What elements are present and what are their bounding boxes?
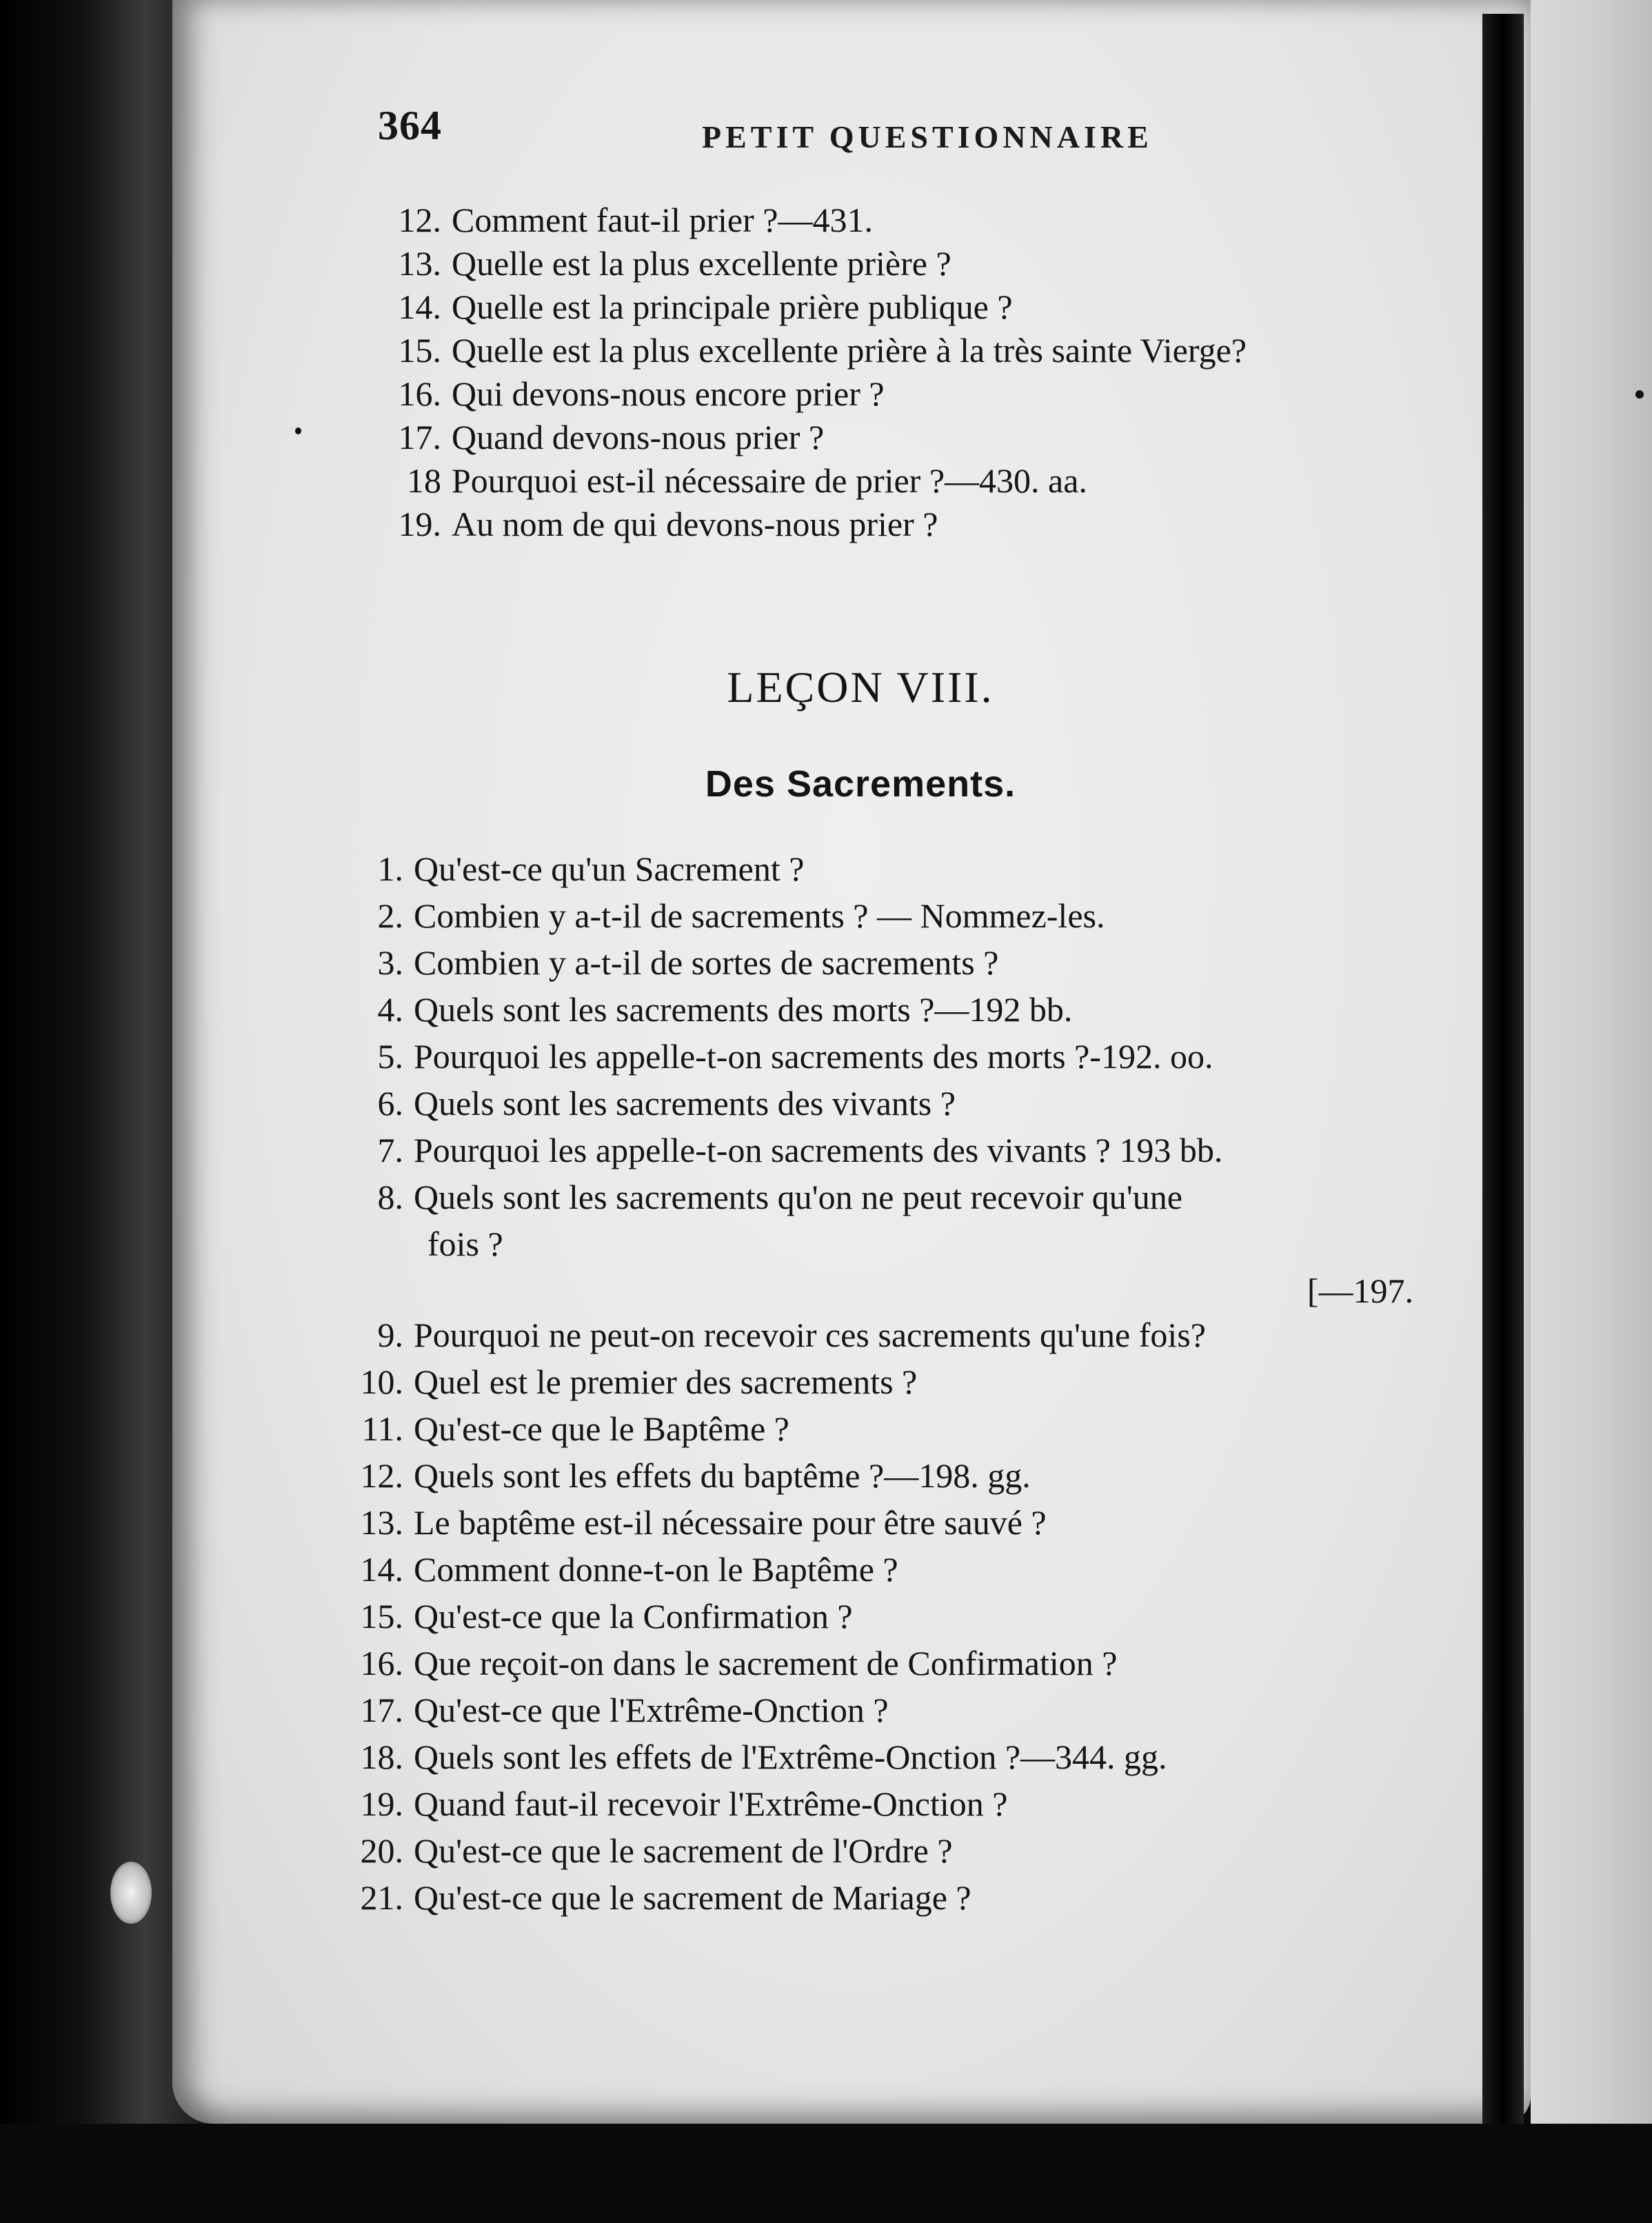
question-number: 8. <box>377 1178 403 1216</box>
lesson-title: LEÇON VIII. <box>727 663 994 712</box>
question-text: Comment donne-t-on le Baptême ? <box>414 1550 898 1589</box>
question-item <box>376 329 1438 372</box>
question-item <box>338 1827 1413 1874</box>
question-item <box>376 372 1438 416</box>
question-number: 2. <box>377 896 403 935</box>
question-item <box>338 1593 1413 1640</box>
question-text: Quand faut-il recevoir l'Extrême-Onction ? <box>414 1784 1008 1823</box>
question-number: 20. <box>360 1831 403 1870</box>
question-item <box>338 1546 1413 1593</box>
question-text: Comment faut-il prier ?—431. <box>452 201 873 239</box>
question-number: 18 <box>407 461 441 500</box>
question-text: Qu'est-ce que le sacrement de Mariage ? <box>414 1878 971 1917</box>
scan-bottom-border <box>0 2124 1652 2223</box>
question-number: 17. <box>360 1691 403 1729</box>
question-number: 7. <box>377 1131 403 1169</box>
question-item <box>338 986 1413 1033</box>
question-number: 1. <box>377 849 403 888</box>
question-item <box>338 1499 1413 1546</box>
question-text: Quelle est la plus excellente prière ? <box>452 244 951 283</box>
question-number: 5. <box>377 1037 403 1076</box>
question-item <box>376 459 1438 503</box>
question-number: 17. <box>398 418 441 456</box>
question-item <box>376 503 1438 546</box>
question-item <box>338 939 1413 986</box>
question-reference: [—197. <box>1307 1271 1413 1310</box>
question-number: 3. <box>377 943 403 982</box>
question-item <box>376 199 1438 242</box>
question-text: Quels sont les effets du baptême ?—198. gg. <box>414 1456 1031 1495</box>
question-number: 15. <box>398 331 441 370</box>
question-text: Quels sont les sacrements qu'on ne peut recevoir qu'une <box>414 1178 1182 1216</box>
question-text: Le baptême est-il nécessaire pour être sauvé ? <box>414 1503 1047 1542</box>
lesson-subtitle: Des Sacrements. <box>705 763 1016 805</box>
question-text: Quels sont les sacrements des vivants ? <box>414 1084 956 1123</box>
question-item <box>338 1311 1413 1358</box>
question-item <box>376 285 1438 329</box>
question-item <box>338 1687 1413 1733</box>
question-number: 16. <box>398 374 441 413</box>
question-text: Qu'est-ce qu'un Sacrement ? <box>414 849 805 888</box>
question-text: Pourquoi les appelle-t-on sacrements des vivants ? 193 bb. <box>414 1131 1223 1169</box>
question-text: Quels sont les effets de l'Extrême-Onction ?—344. gg. <box>414 1738 1167 1776</box>
question-number: 6. <box>377 1084 403 1123</box>
question-number: 16. <box>360 1644 403 1682</box>
question-number: 19. <box>398 505 441 543</box>
question-number: 11. <box>361 1409 403 1448</box>
question-text-continuation: fois ? <box>427 1225 503 1263</box>
facing-page-edge <box>1531 0 1652 2223</box>
question-number: 10. <box>360 1362 403 1401</box>
question-number: 19. <box>360 1784 403 1823</box>
question-item <box>338 892 1413 939</box>
ink-speck <box>295 428 301 434</box>
ink-speck <box>1635 390 1644 399</box>
question-item <box>338 1733 1413 1780</box>
question-text: Combien y a-t-il de sacrements ? — Nommez-les. <box>414 896 1105 935</box>
question-text: Pourquoi est-il nécessaire de prier ?—430. aa. <box>452 461 1087 500</box>
question-number: 13. <box>360 1503 403 1542</box>
question-text: Quels sont les sacrements des morts ?—192 bb. <box>414 990 1073 1029</box>
question-text: Qu'est-ce que le sacrement de l'Ordre ? <box>414 1831 953 1870</box>
question-item <box>338 1358 1413 1405</box>
question-item <box>338 1874 1413 1921</box>
question-number: 12. <box>398 201 441 239</box>
question-number: 13. <box>398 244 441 283</box>
running-head: PETIT QUESTIONNAIRE <box>702 119 1153 154</box>
paper-blemish <box>110 1862 152 1924</box>
question-text: Pourquoi ne peut-on recevoir ces sacrements qu'une fois? <box>414 1316 1206 1354</box>
sacrament-question-list <box>338 845 1413 1921</box>
question-text: Quelle est la principale prière publique ? <box>452 288 1013 326</box>
question-item <box>376 242 1438 285</box>
question-number: 18. <box>360 1738 403 1776</box>
question-text: Combien y a-t-il de sortes de sacrements ? <box>414 943 999 982</box>
question-text: Qu'est-ce que l'Extrême-Onction ? <box>414 1691 889 1729</box>
question-item <box>338 1405 1413 1452</box>
question-item <box>338 1127 1413 1174</box>
question-text: Quelle est la plus excellente prière à la très sainte Vierge? <box>452 331 1247 370</box>
question-text: Qu'est-ce que la Confirmation ? <box>414 1597 853 1636</box>
question-number: 15. <box>360 1597 403 1636</box>
question-text: Quand devons-nous prier ? <box>452 418 825 456</box>
question-item <box>338 1174 1413 1311</box>
page-gutter <box>1482 14 1524 2138</box>
question-number: 12. <box>360 1456 403 1495</box>
question-item <box>376 416 1438 459</box>
question-item <box>338 1780 1413 1827</box>
question-text: Quel est le premier des sacrements ? <box>414 1362 918 1401</box>
question-text: Pourquoi les appelle-t-on sacrements des morts ?-192. oo. <box>414 1037 1213 1076</box>
question-item <box>338 845 1413 892</box>
question-text: Qu'est-ce que le Baptême ? <box>414 1409 789 1448</box>
question-number: 9. <box>377 1316 403 1354</box>
previous-question-list <box>376 199 1438 546</box>
page-number: 364 <box>378 103 442 148</box>
question-number: 4. <box>377 990 403 1029</box>
question-item <box>338 1640 1413 1687</box>
question-text: Que reçoit-on dans le sacrement de Confirmation ? <box>414 1644 1118 1682</box>
question-number: 14. <box>398 288 441 326</box>
question-text: Qui devons-nous encore prier ? <box>452 374 885 413</box>
question-text: Au nom de qui devons-nous prier ? <box>452 505 938 543</box>
question-item <box>338 1033 1413 1080</box>
question-number: 14. <box>360 1550 403 1589</box>
question-item <box>338 1452 1413 1499</box>
question-item <box>338 1080 1413 1127</box>
question-number: 21. <box>360 1878 403 1917</box>
